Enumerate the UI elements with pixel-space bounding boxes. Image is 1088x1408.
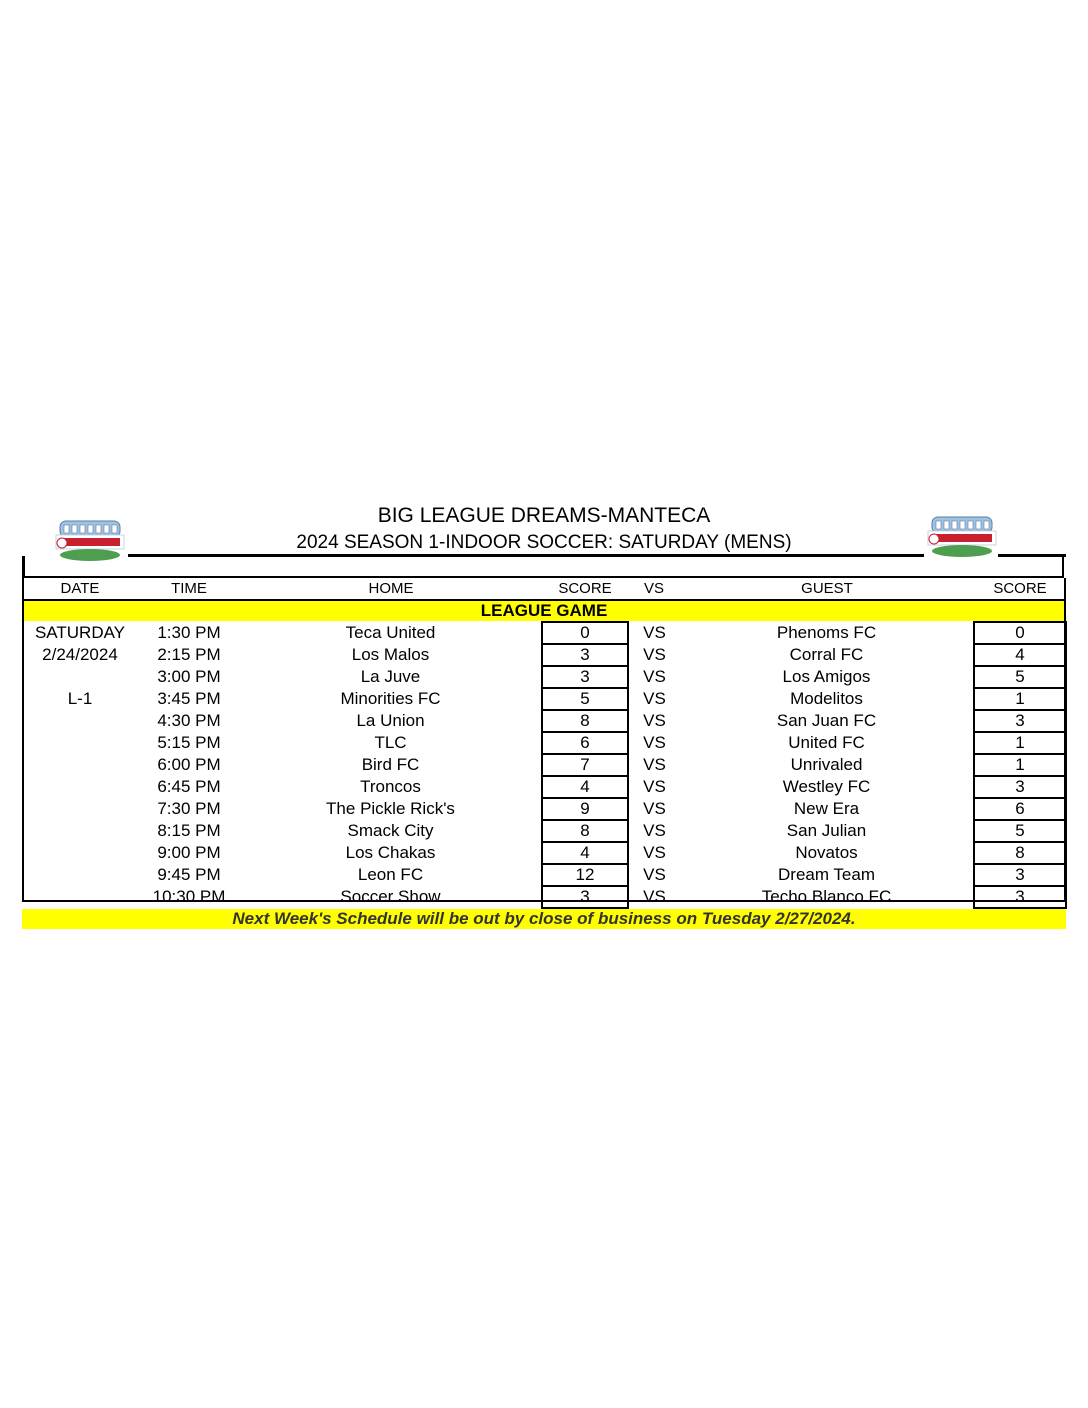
vs-label: VS: [643, 887, 666, 906]
footer-band: [22, 908, 1066, 929]
game-row: [22, 886, 1066, 908]
guest-score: 3: [974, 776, 1066, 798]
guest-score: 1: [974, 754, 1066, 776]
time-cell: 3:45 PM: [157, 689, 221, 708]
home-score: 3: [542, 644, 628, 666]
game-row: [22, 732, 1066, 754]
home-team: Los Chakas: [345, 843, 436, 862]
guest-score: 1: [974, 732, 1066, 754]
page-subtitle: 2024 SEASON 1-INDOOR SOCCER: SATURDAY (MENS): [296, 532, 792, 553]
game-row: [22, 754, 1066, 776]
game-row: [22, 776, 1066, 798]
home-team: The Pickle Rick's: [326, 799, 455, 818]
home-score: 0: [542, 622, 628, 644]
home-team: La Union: [356, 711, 425, 730]
guest-team: Dream Team: [778, 865, 875, 884]
date-cell: [22, 842, 138, 864]
time-cell: 3:00 PM: [157, 667, 221, 686]
date-cell: L-1: [67, 689, 93, 708]
game-row: [22, 710, 1066, 732]
date-cell: [22, 820, 138, 842]
date-cell: [22, 798, 138, 820]
game-row: [22, 666, 1066, 688]
time-cell: 2:15 PM: [157, 645, 221, 664]
home-team: Los Malos: [351, 645, 430, 664]
game-row: [22, 842, 1066, 864]
page-title: BIG LEAGUE DREAMS-MANTECA: [377, 504, 711, 527]
date-cell: [22, 776, 138, 798]
guest-score: 6: [974, 798, 1066, 820]
game-row: [22, 820, 1066, 842]
guest-team: Westley FC: [782, 777, 871, 796]
vs-label: VS: [643, 733, 666, 752]
col-header-time: TIME: [171, 580, 207, 597]
guest-team: United FC: [788, 733, 865, 752]
guest-team: San Julian: [786, 821, 867, 840]
guest-score: 5: [974, 666, 1066, 688]
schedule-table: [22, 578, 1067, 929]
home-team: Bird FC: [361, 755, 420, 774]
game-row: [22, 622, 1066, 644]
vs-label: VS: [643, 799, 666, 818]
game-row: [22, 864, 1066, 886]
vs-label: VS: [643, 711, 666, 730]
guest-team: Phenoms FC: [776, 623, 877, 642]
home-score: 4: [542, 842, 628, 864]
home-score: 6: [542, 732, 628, 754]
col-header-home: HOME: [368, 580, 414, 597]
date-cell: [22, 666, 138, 688]
home-team: TLC: [374, 733, 407, 752]
guest-team: Techo Blanco FC: [761, 887, 892, 906]
col-header-guest-score: SCORE: [993, 580, 1047, 597]
time-cell: 4:30 PM: [157, 711, 221, 730]
home-team: Minorities FC: [340, 689, 441, 708]
column-header-row: [22, 578, 1066, 600]
vs-label: VS: [643, 667, 666, 686]
guest-team: Modelitos: [790, 689, 863, 708]
footer-note: Next Week's Schedule will be out by close of business on Tuesday 2/27/2024.: [22, 908, 1066, 929]
vs-label: VS: [643, 843, 666, 862]
vs-label: VS: [643, 755, 666, 774]
col-header-date: DATE: [60, 580, 100, 597]
vs-label: VS: [643, 645, 666, 664]
home-team: Smack City: [347, 821, 434, 840]
time-cell: 9:00 PM: [157, 843, 221, 862]
time-cell: 5:15 PM: [157, 733, 221, 752]
vs-label: VS: [643, 623, 666, 642]
home-team: Soccer Show: [340, 887, 441, 906]
home-score: 8: [542, 820, 628, 842]
date-cell: [22, 754, 138, 776]
col-header-vs: VS: [643, 580, 664, 597]
guest-team: Novatos: [795, 843, 858, 862]
game-row: [22, 798, 1066, 820]
guest-team: Corral FC: [789, 645, 864, 664]
home-score: 3: [542, 886, 628, 908]
home-score: 3: [542, 666, 628, 688]
guest-score: 3: [974, 710, 1066, 732]
date-cell: [22, 864, 138, 886]
time-cell: 6:00 PM: [157, 755, 221, 774]
home-team: Leon FC: [357, 865, 424, 884]
guest-team: Los Amigos: [782, 667, 871, 686]
game-row: [22, 688, 1066, 710]
section-label: LEAGUE GAME: [22, 600, 1066, 622]
game-row: [22, 644, 1066, 666]
time-cell: 7:30 PM: [157, 799, 221, 818]
date-cell: [22, 710, 138, 732]
vs-label: VS: [643, 777, 666, 796]
col-header-guest: GUEST: [801, 580, 853, 597]
time-cell: 1:30 PM: [157, 623, 221, 642]
section-band: [22, 600, 1066, 622]
home-score: 8: [542, 710, 628, 732]
home-score: 5: [542, 688, 628, 710]
guest-score: 3: [974, 886, 1066, 908]
col-header-home-score: SCORE: [558, 580, 612, 597]
vs-label: VS: [643, 865, 666, 884]
guest-team: New Era: [793, 799, 860, 818]
guest-score: 8: [974, 842, 1066, 864]
home-score: 9: [542, 798, 628, 820]
blank-header-box: [22, 556, 1064, 578]
date-cell: SATURDAY: [34, 623, 126, 642]
guest-score: 4: [974, 644, 1066, 666]
guest-score: 5: [974, 820, 1066, 842]
home-team: La Juve: [360, 667, 421, 686]
time-cell: 9:45 PM: [157, 865, 221, 884]
home-score: 4: [542, 776, 628, 798]
vs-label: VS: [643, 689, 666, 708]
guest-score: 0: [974, 622, 1066, 644]
time-cell: 8:15 PM: [157, 821, 221, 840]
date-cell: [22, 732, 138, 754]
home-team: Teca United: [345, 623, 436, 642]
time-cell: 6:45 PM: [157, 777, 221, 796]
date-cell: 2/24/2024: [42, 645, 118, 664]
vs-label: VS: [643, 821, 666, 840]
home-score: 7: [542, 754, 628, 776]
guest-team: Unrivaled: [790, 755, 863, 774]
home-team: Troncos: [360, 777, 421, 796]
time-cell: 10:30 PM: [152, 887, 226, 906]
guest-score: 1: [974, 688, 1066, 710]
home-score: 12: [542, 864, 628, 886]
guest-score: 3: [974, 864, 1066, 886]
date-cell: [22, 886, 138, 908]
big-league-dreams-logo: [924, 515, 1000, 559]
guest-team: San Juan FC: [776, 711, 877, 730]
